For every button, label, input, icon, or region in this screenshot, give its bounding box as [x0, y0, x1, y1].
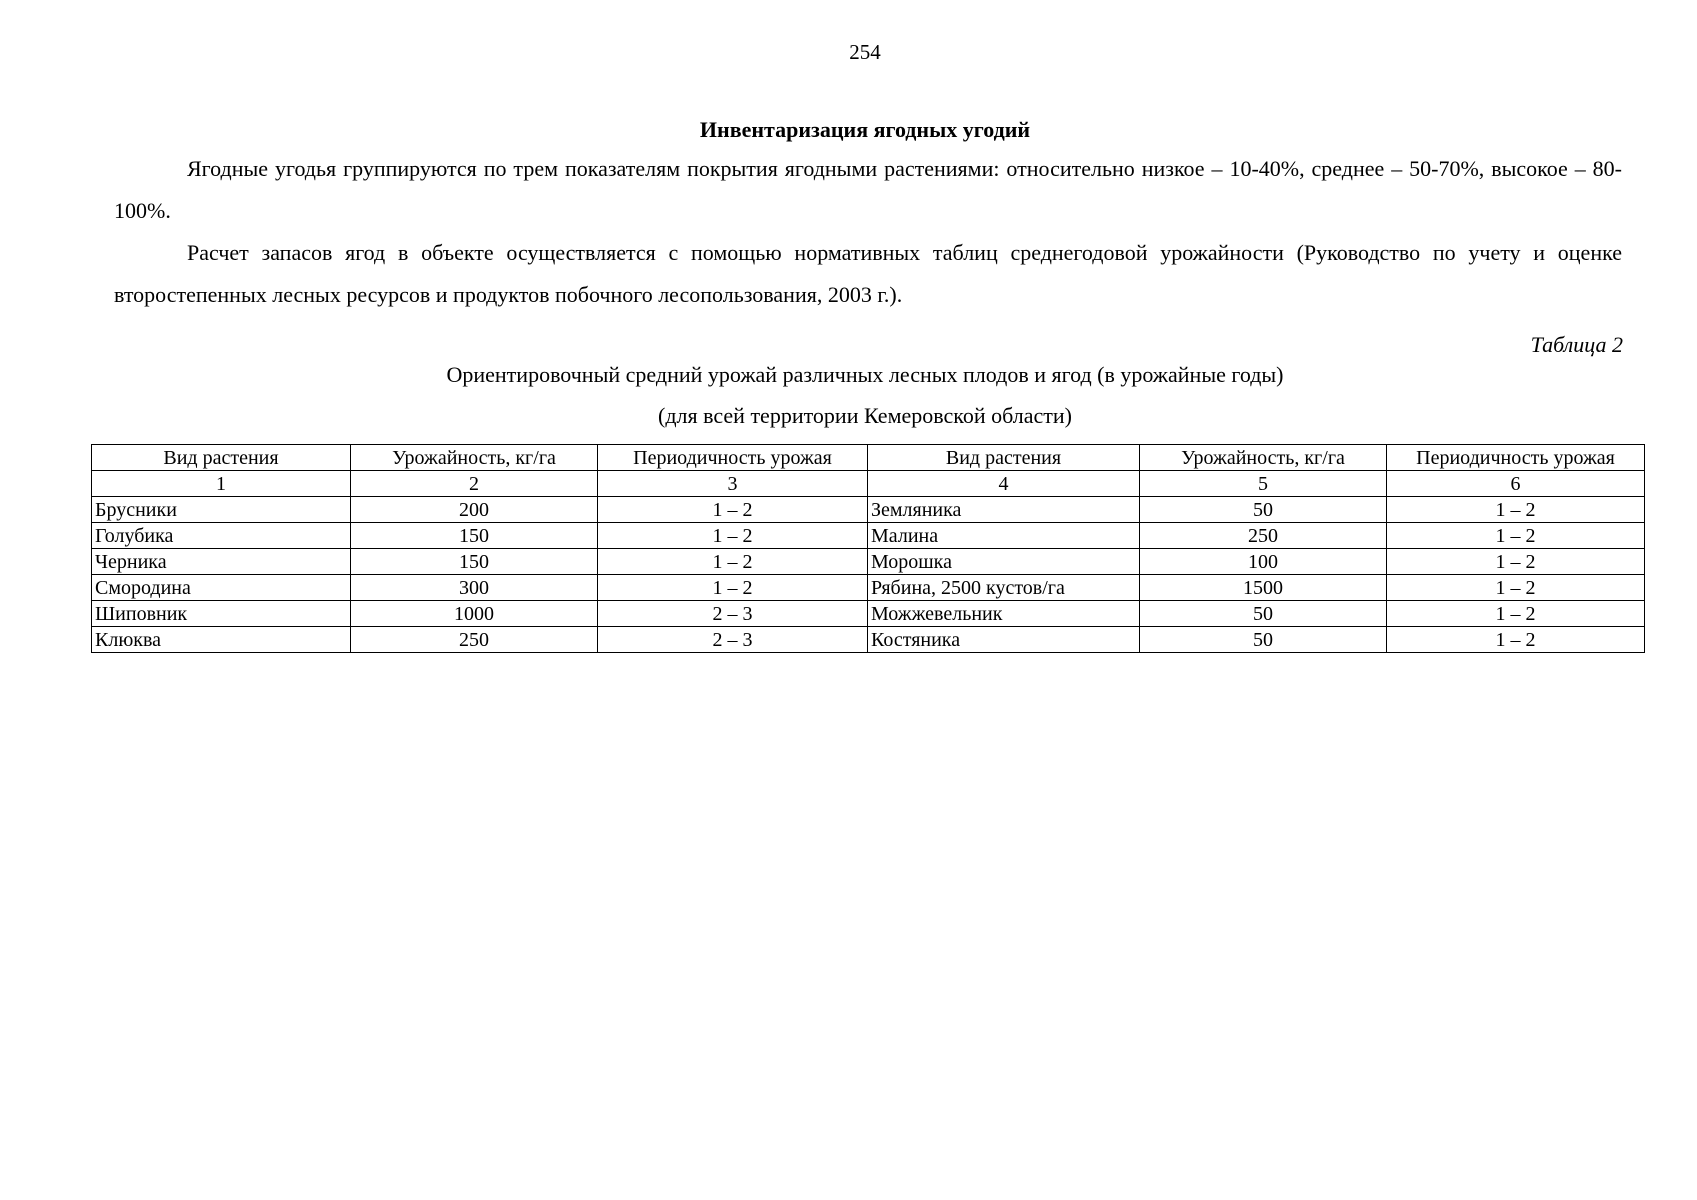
periodicity-value: 1 – 2: [1387, 601, 1645, 627]
paragraph-calculation: Расчет запасов ягод в объекте осуществляется с помощью нормативных таблиц среднегодовой урожайности (Руководство по учету и оценке второстепенных лесных ресурсов и продуктов побочного лесопользования, 2003 г.).: [114, 240, 1622, 307]
column-number: 6: [1387, 471, 1645, 497]
yield-value: 250: [1140, 523, 1387, 549]
plant-name: Костяника: [868, 627, 1140, 653]
column-header: Периодичность урожая: [598, 445, 868, 471]
column-number-row: [92, 471, 1645, 497]
table-label: Таблица 2: [1530, 332, 1623, 357]
yield-value: 250: [351, 627, 598, 653]
yield-value: 100: [1140, 549, 1387, 575]
column-number: 5: [1140, 471, 1387, 497]
yield-value: 1000: [351, 601, 598, 627]
table-caption-subtitle: (для всей территории Кемеровской области): [658, 403, 1072, 428]
yield-value: 50: [1140, 601, 1387, 627]
yield-value: 50: [1140, 497, 1387, 523]
column-number: 4: [868, 471, 1140, 497]
periodicity-value: 2 – 3: [598, 601, 868, 627]
section-heading: [0, 117, 1490, 143]
plant-name: Брусники: [92, 497, 351, 523]
plant-name: Земляника: [868, 497, 1140, 523]
periodicity-value: 1 – 2: [598, 523, 868, 549]
table-caption: Ориентировочный средний урожай различных лесных плодов и ягод (в урожайные годы): [446, 362, 1284, 387]
column-number: 2: [351, 471, 598, 497]
periodicity-value: 1 – 2: [1387, 549, 1645, 575]
yield-value: 50: [1140, 627, 1387, 653]
table-row: [92, 549, 1645, 575]
periodicity-value: 1 – 2: [598, 575, 868, 601]
periodicity-value: 1 – 2: [1387, 575, 1645, 601]
column-header: Урожайность, кг/га: [351, 445, 598, 471]
plant-name: Черника: [92, 549, 351, 575]
plant-name: Смородина: [92, 575, 351, 601]
periodicity-value: 1 – 2: [1387, 523, 1645, 549]
section-heading-text: Инвентаризация ягодных угодий: [699, 117, 1031, 142]
plant-name: Малина: [868, 523, 1140, 549]
yield-value: 1500: [1140, 575, 1387, 601]
column-header: Вид растения: [92, 445, 351, 471]
periodicity-value: 1 – 2: [598, 497, 868, 523]
column-number: 1: [92, 471, 351, 497]
periodicity-value: 1 – 2: [1387, 497, 1645, 523]
plant-name: Рябина, 2500 кустов/га: [868, 575, 1140, 601]
table-row: [92, 523, 1645, 549]
yield-table: [91, 444, 1645, 653]
periodicity-value: 1 – 2: [598, 549, 868, 575]
plant-name: Морошка: [868, 549, 1140, 575]
table-row: [92, 627, 1645, 653]
column-number: 3: [598, 471, 868, 497]
table-row: [92, 497, 1645, 523]
paragraph-coverage: Ягодные угодья группируются по трем показателям покрытия ягодными растениями: относительно низкое – 10-40%, среднее – 50-70%, высокое – 80-100%.: [114, 156, 1622, 223]
plant-name: Клюква: [92, 627, 351, 653]
plant-name: Шиповник: [92, 601, 351, 627]
table-header-row: [92, 445, 1645, 471]
page-number: 254: [849, 40, 881, 64]
yield-value: 200: [351, 497, 598, 523]
periodicity-value: 2 – 3: [598, 627, 868, 653]
column-header: Урожайность, кг/га: [1140, 445, 1387, 471]
table-row: [92, 575, 1645, 601]
yield-value: 300: [351, 575, 598, 601]
yield-value: 150: [351, 549, 598, 575]
column-header: Периодичность урожая: [1387, 445, 1645, 471]
plant-name: Голубика: [92, 523, 351, 549]
table-row: [92, 601, 1645, 627]
yield-value: 150: [351, 523, 598, 549]
periodicity-value: 1 – 2: [1387, 627, 1645, 653]
plant-name: Можжевельник: [868, 601, 1140, 627]
column-header: Вид растения: [868, 445, 1140, 471]
